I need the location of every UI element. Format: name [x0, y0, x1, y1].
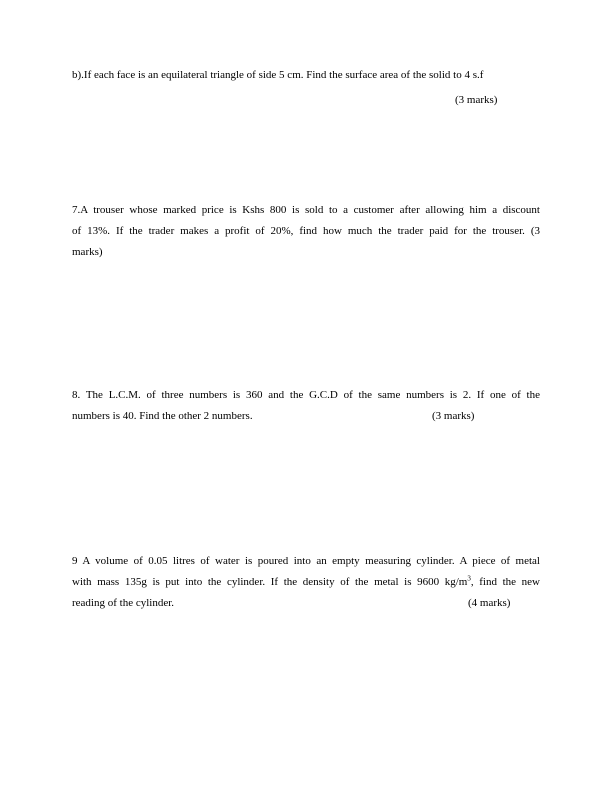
marks-label: (3 marks)	[432, 410, 475, 422]
superscript: 3	[467, 574, 471, 583]
marks-label: (4 marks)	[468, 597, 511, 609]
question-text	[72, 572, 540, 593]
question-6b	[72, 65, 540, 86]
question-text-part: with mass 135g is put into the cylinder. If the density of the metal is 9600 kg/m	[72, 576, 468, 588]
marks-label: (3 marks)	[455, 94, 498, 106]
question-text: of 13%. If the trader makes a profit of 20%, find how much the trader paid for the trouser. (3	[72, 225, 540, 237]
question-text-part: , find the new	[470, 576, 540, 588]
question-text: reading of the cylinder.	[72, 597, 175, 609]
question-7	[72, 200, 540, 263]
question-text: marks)	[72, 246, 103, 258]
question-text: 9 A volume of 0.05 litres of water is poured into an empty measuring cylinder. A piece of metal	[72, 555, 540, 567]
question-text: b).If each face is an equilateral triangle of side 5 cm. Find the surface area of the solid to 4 s.f	[72, 69, 484, 81]
question-text: 8. The L.C.M. of three numbers is 360 and the G.C.D of the same numbers is 2. If one of the	[72, 389, 540, 401]
question-text: numbers is 40. Find the other 2 numbers.	[72, 410, 253, 422]
question-text: 7.A trouser whose marked price is Kshs 800 is sold to a customer after allowing him a discount	[72, 204, 540, 216]
